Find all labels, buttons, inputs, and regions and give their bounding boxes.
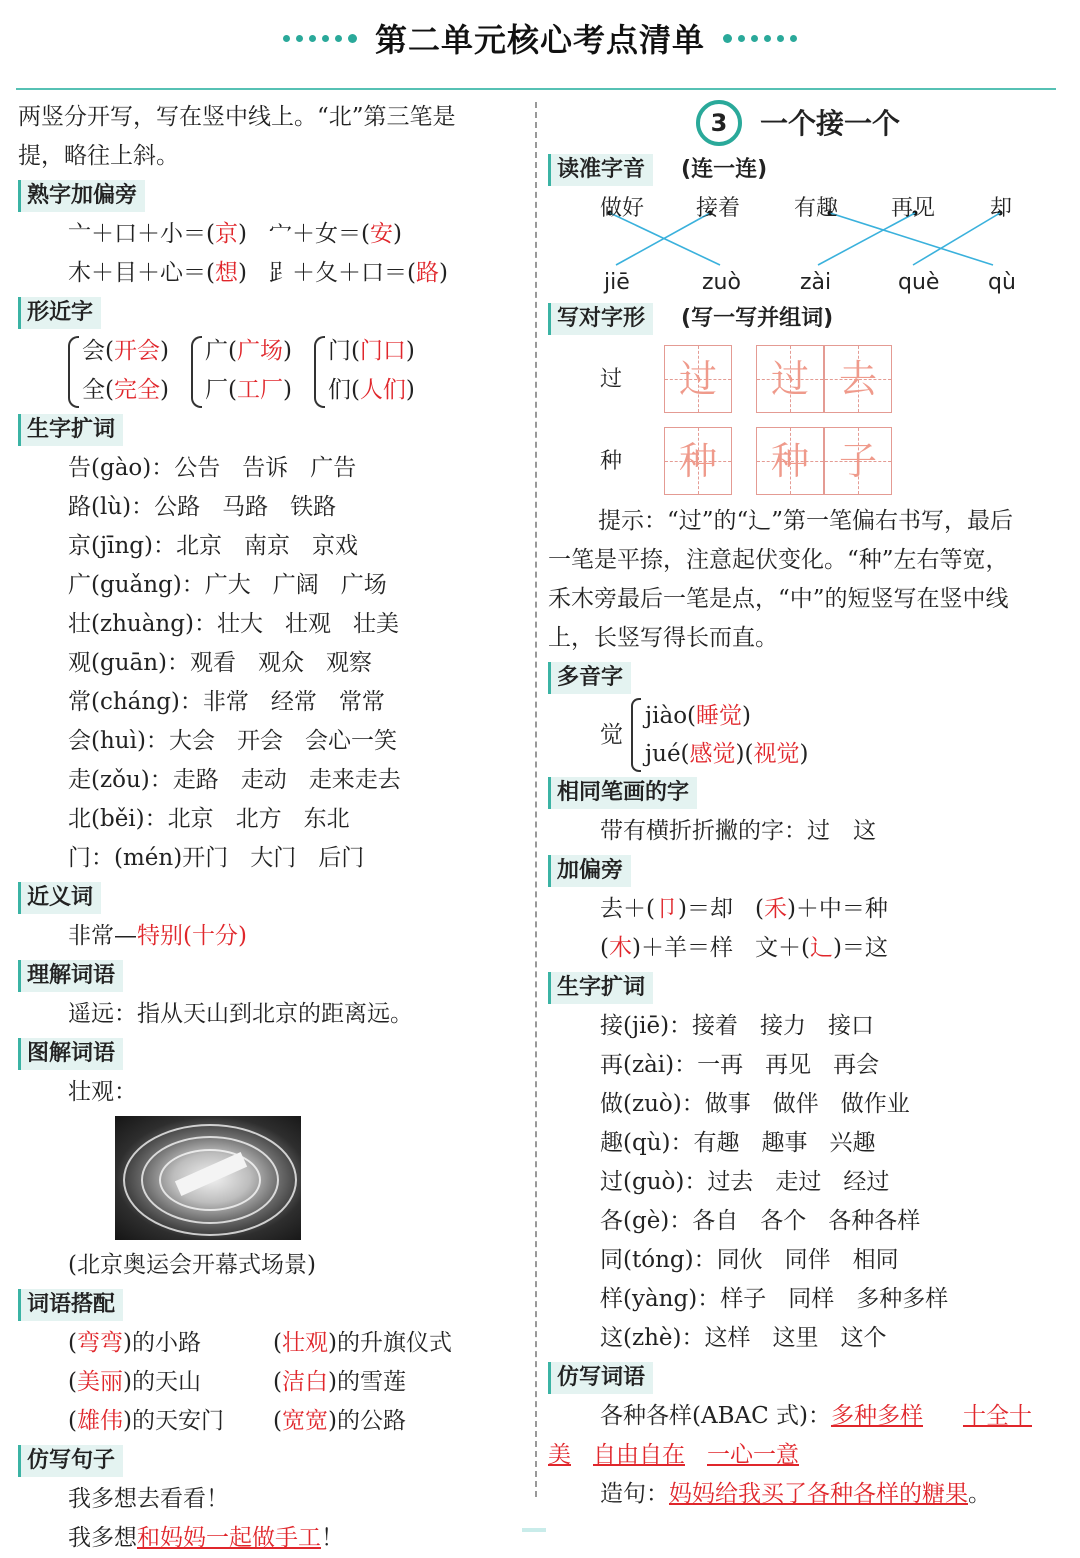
right-column: [548, 98, 1063, 1514]
similar-group: 会(开会) 全(完全): [68, 332, 169, 410]
expansion-word: 过去: [707, 1169, 754, 1195]
expansion-word: 走来走去: [308, 767, 401, 793]
match-pinyin: qù: [988, 270, 1016, 295]
expansion-word: 同伙: [716, 1247, 763, 1273]
expansion-word: 做伴: [772, 1091, 819, 1117]
expansion-word: 铁路: [290, 494, 337, 520]
match-word: 却: [990, 196, 1013, 221]
expansion-word: 接力: [760, 1013, 807, 1039]
match-word: 接着: [696, 196, 741, 221]
sentence-1: 我多想去看看！: [68, 1486, 229, 1512]
expansion-word: 经常: [270, 689, 317, 715]
section-header-glyph: 写对字形: [548, 303, 653, 335]
expansion-word: 开会: [236, 728, 283, 754]
glyph-instruction: (写一写并组词): [681, 306, 834, 331]
lesson-title: 一个接一个: [760, 106, 901, 140]
expansion-word: 北京: [167, 806, 214, 832]
expansion-word: 壮大: [216, 611, 263, 637]
expansion-word: 接口: [828, 1013, 875, 1039]
expansion-word: 观众: [258, 650, 305, 676]
match-pinyin: zuò: [702, 270, 741, 295]
similar-group: 广(广场) 厂(工厂): [191, 332, 292, 410]
word-row: 门：(mén)开门 大门 后门: [68, 845, 365, 871]
left-dots: [283, 34, 357, 43]
section-header-same-stroke: 相同笔画的字: [548, 777, 697, 809]
writing-cell: 去: [824, 345, 892, 413]
expansion-word: 多种多样: [856, 1286, 949, 1312]
expansion-word: 告诉: [242, 455, 289, 481]
collocation-row: (弯弯)的小路 (壮观)的升旗仪式: [68, 1330, 452, 1356]
word-row: 走(zǒu)：走路 走动 走来走去: [68, 767, 401, 793]
match-word: 再见: [891, 196, 936, 221]
page-footer-mark: [522, 1528, 546, 1532]
radical-row: 木＋目＋心＝(想) 𧾷＋夂＋口＝(路): [68, 260, 448, 286]
section-header-add-radical-2: 加偏旁: [548, 855, 631, 887]
word-row: 过(guò)：过去 走过 经过: [600, 1169, 890, 1195]
expansion-word: 常常: [338, 689, 385, 715]
expansion-word: 北京: [175, 533, 222, 559]
polyphone-char: 觉: [600, 721, 623, 748]
polyphone-block: 觉 jiào(睡觉) jué(感觉)(视觉): [548, 697, 1063, 773]
tip-line: 一笔是平捺，注意起伏变化。“种”左右等宽，: [548, 547, 1009, 573]
page-title: 第二单元核心考点清单: [374, 21, 705, 59]
expansion-word: 后门: [318, 845, 365, 871]
section-header-word-expansion-2: 生字扩词: [548, 972, 653, 1004]
expansion-word: 马路: [222, 494, 269, 520]
expansion-word: 京戏: [311, 533, 358, 559]
expansion-word: 这样: [704, 1325, 751, 1351]
intro-line-1: 两竖分开写，写在竖中线上。“北”第三笔是: [18, 104, 456, 130]
section-header-illustrated: 图解词语: [18, 1038, 123, 1070]
tip-line: 上，长竖写得长而直。: [548, 625, 778, 651]
expansion-word: 这个: [840, 1325, 887, 1351]
word-expansion-list: [548, 1007, 1063, 1358]
section-header-pronunciation: 读准字音: [548, 154, 653, 186]
expansion-word: 再会: [833, 1052, 880, 1078]
radical-row: 去＋(卩)＝却 (禾)＋中＝种: [600, 896, 888, 922]
expansion-word: 接着: [692, 1013, 739, 1039]
word-row: 样(yàng)：样子 同样 多种多样: [600, 1286, 949, 1312]
expansion-word: 同伴: [784, 1247, 831, 1273]
writing-cell: 种: [756, 427, 824, 495]
expansion-word: 南京: [243, 533, 290, 559]
expansion-word: 开门: [182, 845, 229, 871]
word-row: 各(gè)：各自 各个 各种各样: [600, 1208, 921, 1234]
expansion-word: 北方: [235, 806, 282, 832]
make-sentence-line: 造句：妈妈给我买了各种各样的糖果。: [600, 1481, 991, 1507]
expansion-word: 做作业: [840, 1091, 910, 1117]
section-header-collocation: 词语搭配: [18, 1289, 123, 1321]
photo-caption: (北京奥运会开幕式场景): [68, 1252, 316, 1278]
writing-cell: 过: [664, 345, 732, 413]
right-dots: [723, 34, 797, 43]
pronunciation-instruction: (连一连): [681, 157, 768, 182]
radical-row: 亠＋口＋小＝(京) 宀＋女＝(安): [68, 221, 402, 247]
match-pinyin: zài: [800, 270, 832, 295]
word-row: 京(jīng)：北京 南京 京戏: [68, 533, 358, 559]
understand-row: 遥远：指从天山到北京的距离远。: [68, 1001, 413, 1027]
match-pinyin: què: [898, 270, 940, 295]
word-row: 同(tóng)：同伙 同伴 相同: [600, 1247, 899, 1273]
expansion-word: 各自: [692, 1208, 739, 1234]
expansion-word: 各种各样: [828, 1208, 921, 1234]
collocation-row: (雄伟)的天安门 (宽宽)的公路: [68, 1408, 406, 1434]
word-row: 壮(zhuàng)：壮大 壮观 壮美: [68, 611, 399, 637]
expansion-word: 广阔: [272, 572, 319, 598]
section-header-synonyms: 近义词: [18, 882, 101, 914]
expansion-word: 一再: [697, 1052, 744, 1078]
intro-line-2: 提，略往上斜。: [18, 143, 179, 169]
word-expansion-list: [18, 449, 523, 878]
expansion-word: 壮观: [284, 611, 331, 637]
writing-grid-row: 过 过 过 去: [548, 338, 1063, 420]
match-word: 有趣: [794, 196, 839, 221]
tip-line: 禾木旁最后一笔是点，“中”的短竖写在竖中线: [548, 586, 1009, 612]
section-header-understand: 理解词语: [18, 960, 123, 992]
word-row: 再(zài)：一再 再见 再会: [600, 1052, 880, 1078]
expansion-word: 观看: [190, 650, 237, 676]
writing-cell: 子: [824, 427, 892, 495]
expansion-word: 同样: [788, 1286, 835, 1312]
expansion-word: 会心一笑: [304, 728, 397, 754]
match-pinyin: jiē: [604, 270, 630, 295]
expansion-word: 做事: [704, 1091, 751, 1117]
expansion-word: 大会: [168, 728, 215, 754]
section-header-similar-chars: 形近字: [18, 297, 101, 329]
sentence-2: 我多想和妈妈一起做手工！: [68, 1525, 344, 1551]
illustrated-word: 壮观：: [68, 1079, 137, 1105]
match-word: 做好: [600, 196, 645, 221]
expansion-word: 非常: [202, 689, 249, 715]
expansion-word: 壮美: [352, 611, 399, 637]
expansion-word: 广场: [340, 572, 387, 598]
word-row: 告(gào)：公告 告诉 广告: [68, 455, 357, 481]
word-row: 趣(qù)：有趣 趣事 兴趣: [600, 1130, 876, 1156]
expansion-word: 广大: [204, 572, 251, 598]
header-rule: [16, 88, 1056, 90]
lesson-number: 3: [696, 100, 742, 146]
expansion-word: 兴趣: [829, 1130, 876, 1156]
expansion-word: 广告: [310, 455, 357, 481]
similar-group: 门(门口) 们(人们): [314, 332, 415, 410]
expansion-word: 各个: [760, 1208, 807, 1234]
lesson-heading: [696, 98, 1063, 148]
word-row: 北(běi)：北京 北方 东北: [68, 806, 350, 832]
word-row: 广(guǎng)：广大 广阔 广场: [68, 572, 387, 598]
expansion-word: 走过: [775, 1169, 822, 1195]
word-row: 做(zuò)：做事 做伴 做作业: [600, 1091, 910, 1117]
expansion-word: 相同: [852, 1247, 899, 1273]
synonym-row: 非常—特别(十分): [68, 923, 247, 949]
imitate-words-line: 各种各样(ABAC 式)：多种多样 十全十: [600, 1403, 1032, 1429]
expansion-word: 有趣: [693, 1130, 740, 1156]
similar-chars: [18, 332, 523, 410]
expansion-word: 走动: [240, 767, 287, 793]
word-row: 接(jiē)：接着 接力 接口: [600, 1013, 875, 1039]
section-header-imitate-words: 仿写词语: [548, 1362, 653, 1394]
writing-grid-row: 种 种 种 子: [548, 420, 1063, 502]
column-divider: [535, 102, 537, 1497]
expansion-word: 观察: [326, 650, 373, 676]
expansion-word: 东北: [303, 806, 350, 832]
section-header-add-radical: 熟字加偏旁: [18, 180, 145, 212]
imitate-words-line: 美 自由自在 一心一意: [548, 1442, 799, 1468]
word-row: 会(huì)：大会 开会 会心一笑: [68, 728, 397, 754]
section-header-polyphone: 多音字: [548, 662, 631, 694]
expansion-word: 公路: [154, 494, 201, 520]
tip-line: 提示：“过”的“辶”第一笔偏右书写，最后: [598, 508, 1014, 534]
left-column: [18, 98, 523, 1558]
expansion-word: 这里: [772, 1325, 819, 1351]
expansion-word: 再见: [765, 1052, 812, 1078]
radical-row: (木)＋羊＝样 文＋(辶)＝这: [600, 935, 888, 961]
expansion-word: 公告: [174, 455, 221, 481]
section-header-word-expansion: 生字扩词: [18, 414, 123, 446]
word-row: 路(lù)：公路 马路 铁路: [68, 494, 337, 520]
expansion-word: 趣事: [761, 1130, 808, 1156]
writing-cell: 过: [756, 345, 824, 413]
expansion-word: 大门: [250, 845, 297, 871]
expansion-word: 走路: [172, 767, 219, 793]
same-stroke-row: 带有横折折撇的字：过 这: [600, 818, 876, 844]
page-header: [0, 10, 1080, 66]
collocation-list: [18, 1324, 523, 1441]
collocation-row: (美丽)的天山 (洁白)的雪莲: [68, 1369, 406, 1395]
matching-exercise: [548, 189, 1063, 299]
word-row: 观(guān)：观看 观众 观察: [68, 650, 373, 676]
olympic-ceremony-photo: [115, 1116, 301, 1240]
section-header-imitate-sentence: 仿写句子: [18, 1445, 123, 1477]
expansion-word: 样子: [720, 1286, 767, 1312]
word-row: 这(zhè)：这样 这里 这个: [600, 1325, 887, 1351]
writing-cell: 种: [664, 427, 732, 495]
word-row: 常(cháng)：非常 经常 常常: [68, 689, 385, 715]
expansion-word: 经过: [843, 1169, 890, 1195]
